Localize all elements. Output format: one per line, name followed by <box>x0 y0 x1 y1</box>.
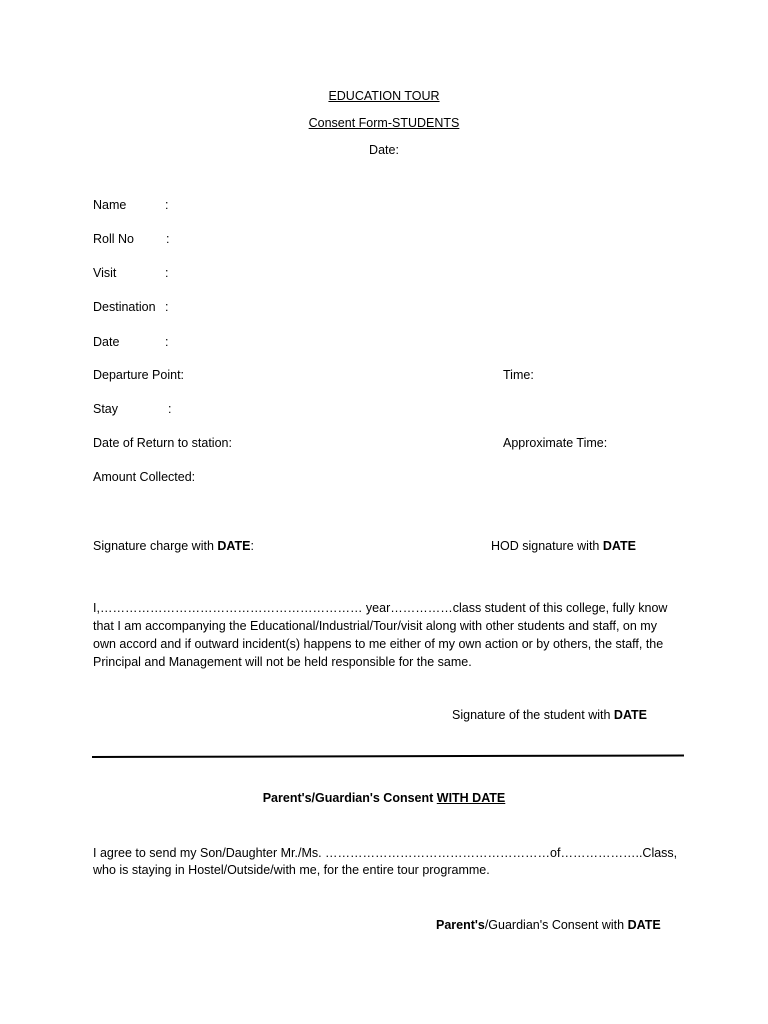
parent-consent-heading-with-date: WITH DATE <box>436 791 506 805</box>
amount-collected-label: Amount Collected: <box>93 470 196 484</box>
date-of-return-label: Date of Return to station: <box>93 436 232 450</box>
student-signature-date: DATE <box>613 708 648 722</box>
student-signature-prefix: Signature of the student with <box>452 708 614 722</box>
signature-charge-prefix: Signature charge with <box>93 539 218 553</box>
roll-no-label: Roll No <box>93 232 134 246</box>
parent-signature <box>436 917 661 933</box>
section-divider <box>92 754 684 758</box>
signature-charge <box>93 538 254 554</box>
student-signature <box>452 707 647 723</box>
parent-consent-heading <box>0 790 768 806</box>
hod-signature-prefix: HOD signature with <box>491 539 603 553</box>
stay-colon: : <box>168 402 172 416</box>
departure-point-label: Departure Point: <box>93 368 185 382</box>
parent-consent-heading-prefix: Parent's/Guardian's Consent <box>262 791 437 805</box>
student-declaration-text: I,……………………………………………………… year……………class student of this college, fully know that I am accompanying the Educational/Industrial/Tour/visit along with other students and staff, on my own accord and if outward incident(s) happens to me either of my own action or by others, the staff, the Principal and Management will not be held responsible for the same. <box>93 601 668 669</box>
visit-colon: : <box>165 266 169 280</box>
visit-label: Visit <box>93 266 117 280</box>
parent-signature-parents: Parent's <box>436 918 485 932</box>
form-subtitle: Consent Form-STUDENTS <box>308 116 460 130</box>
approximate-time-label: Approximate Time: <box>503 436 608 450</box>
destination-colon: : <box>165 300 169 314</box>
signature-charge-colon: : <box>250 539 254 553</box>
date-colon: : <box>165 335 169 349</box>
time-label: Time: <box>503 368 534 382</box>
parent-signature-middle: /Guardian's Consent with <box>484 918 628 932</box>
name-label: Name <box>93 198 127 212</box>
parent-consent-text: I agree to send my Son/Daughter Mr./Ms. ………………………………………………of………………..Class, who is staying in Hostel/Outside/with me, for the entire tour programme. <box>93 846 678 877</box>
signature-charge-date: DATE <box>217 539 251 553</box>
hod-signature <box>491 538 636 554</box>
form-date-label: Date: <box>369 143 399 157</box>
roll-no-colon: : <box>166 232 170 246</box>
date-label: Date <box>93 335 120 349</box>
hod-signature-date: DATE <box>602 539 636 553</box>
parent-signature-date: DATE <box>627 918 661 932</box>
stay-label: Stay <box>93 402 119 416</box>
destination-label: Destination <box>93 300 156 314</box>
form-title: EDUCATION TOUR <box>328 89 440 103</box>
name-colon: : <box>165 198 169 212</box>
